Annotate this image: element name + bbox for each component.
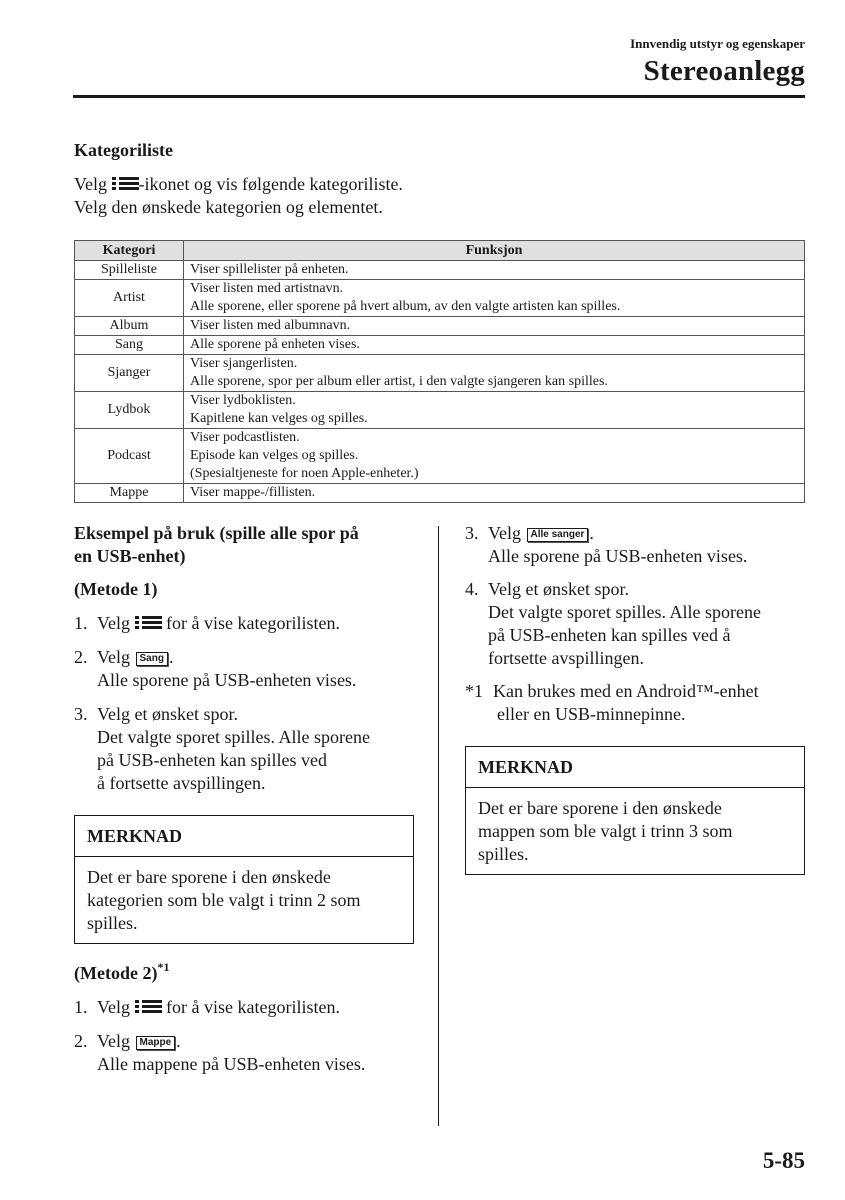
method2-step-3 bbox=[465, 522, 810, 568]
method1-heading: (Metode 1) bbox=[74, 579, 158, 599]
function-cell bbox=[184, 280, 805, 317]
step-text-pre: Velg bbox=[97, 613, 130, 633]
left-column bbox=[74, 522, 414, 1076]
footnote-line: Kan brukes med en Android™-enhet bbox=[493, 681, 759, 701]
footnote-mark: *1 bbox=[465, 681, 483, 701]
table-row bbox=[75, 484, 805, 503]
table-row bbox=[75, 261, 805, 280]
note-body bbox=[75, 857, 413, 943]
list-menu-icon bbox=[135, 1000, 162, 1014]
mappe-button[interactable]: Mappe bbox=[136, 1036, 176, 1050]
chapter-title: Stereoanlegg bbox=[643, 55, 805, 87]
step-text-line: Velg et ønsket spor. bbox=[97, 704, 238, 724]
category-cell: Podcast bbox=[75, 429, 184, 484]
function-cell bbox=[184, 317, 805, 336]
example-heading-line-2: en USB-enhet) bbox=[74, 546, 186, 566]
note-title: MERKNAD bbox=[466, 747, 804, 788]
function-line: Alle sporene på enheten vises. bbox=[190, 337, 360, 352]
step-number: 3. bbox=[465, 523, 479, 543]
table-row bbox=[75, 429, 805, 484]
note-title: MERKNAD bbox=[75, 816, 413, 857]
page-number: 5-85 bbox=[762, 1148, 805, 1173]
function-cell bbox=[184, 355, 805, 392]
step-text-post: . bbox=[176, 1031, 181, 1051]
method1-step-1 bbox=[74, 612, 414, 635]
category-cell: Mappe bbox=[75, 484, 184, 503]
section-label: Innvendig utstyr og egenskaper bbox=[630, 36, 805, 51]
alle-sanger-button[interactable]: Alle sanger bbox=[527, 528, 589, 542]
header-rule bbox=[73, 95, 805, 98]
step-text-pre: Velg bbox=[97, 997, 130, 1017]
step-number: 3. bbox=[74, 704, 88, 724]
method1-step-2 bbox=[74, 646, 414, 692]
category-table bbox=[74, 240, 805, 503]
step-text-line: fortsette avspillingen. bbox=[488, 648, 644, 668]
table-row bbox=[75, 355, 805, 392]
function-cell bbox=[184, 392, 805, 429]
step-number: 2. bbox=[74, 647, 88, 667]
intro-line-1 bbox=[74, 173, 403, 196]
method2-heading-text: (Metode 2) bbox=[74, 963, 158, 983]
method2-heading bbox=[74, 962, 414, 985]
method2-step-2 bbox=[74, 1030, 414, 1076]
function-cell bbox=[184, 484, 805, 503]
function-line: Alle sporene, eller sporene på hvert album, av den valgte artisten kan spilles. bbox=[190, 299, 621, 314]
right-column bbox=[465, 522, 810, 875]
table-row bbox=[75, 317, 805, 336]
category-cell: Sang bbox=[75, 336, 184, 355]
category-cell: Spilleliste bbox=[75, 261, 184, 280]
kategoriliste-heading: Kategoriliste bbox=[74, 140, 173, 160]
step-text-post: . bbox=[168, 647, 174, 667]
step-text-pre: Velg bbox=[488, 523, 521, 543]
step-text-pre: Velg bbox=[97, 1031, 130, 1051]
footnote-line: eller en USB-minnepinne. bbox=[497, 704, 686, 724]
column-header-category: Kategori bbox=[75, 241, 184, 261]
note-line: Det er bare sporene i den ønskede bbox=[87, 867, 331, 887]
step-text-line: Alle sporene på USB-enheten vises. bbox=[488, 546, 748, 566]
step-text-line: på USB-enheten kan spilles ved å bbox=[488, 625, 731, 645]
category-cell: Lydbok bbox=[75, 392, 184, 429]
intro-line-1-post: -ikonet og vis følgende kategoriliste. bbox=[138, 174, 403, 194]
sang-button[interactable]: Sang bbox=[136, 652, 168, 666]
footnote-mark: *1 bbox=[157, 960, 170, 974]
step-text-line: Velg et ønsket spor. bbox=[488, 579, 629, 599]
table-row bbox=[75, 392, 805, 429]
step-text-line: Det valgte sporet spilles. Alle sporene bbox=[488, 602, 761, 622]
step-number: 2. bbox=[74, 1031, 88, 1051]
step-text-pre: Velg bbox=[97, 647, 130, 667]
function-cell bbox=[184, 429, 805, 484]
step-text-post: for å vise kategorilisten. bbox=[166, 613, 340, 633]
intro-line-2: Velg den ønskede kategorien og elementet. bbox=[74, 197, 383, 217]
footnote bbox=[465, 680, 810, 726]
step-text-line: Alle sporene på USB-enheten vises. bbox=[97, 670, 357, 690]
note-box-2 bbox=[465, 746, 805, 875]
method1-step-3 bbox=[74, 703, 414, 795]
step-text-line: Det valgte sporet spilles. Alle sporene bbox=[97, 727, 370, 747]
table-row bbox=[75, 280, 805, 317]
column-divider bbox=[438, 526, 439, 1126]
function-line: Viser listen med albumnavn. bbox=[190, 318, 351, 333]
category-cell: Sjanger bbox=[75, 355, 184, 392]
note-line: kategorien som ble valgt i trinn 2 som bbox=[87, 890, 361, 910]
kategoriliste-intro bbox=[74, 173, 403, 219]
step-number: 1. bbox=[74, 997, 88, 1017]
function-line: Viser sjangerlisten. bbox=[190, 356, 298, 371]
category-cell: Album bbox=[75, 317, 184, 336]
note-body bbox=[466, 788, 804, 874]
list-menu-icon bbox=[112, 177, 139, 191]
note-line: spilles. bbox=[87, 913, 138, 933]
category-cell: Artist bbox=[75, 280, 184, 317]
note-box-1 bbox=[74, 815, 414, 944]
table-header-row bbox=[75, 241, 805, 261]
function-cell bbox=[184, 336, 805, 355]
step-number: 4. bbox=[465, 579, 479, 599]
step-text-post: for å vise kategorilisten. bbox=[166, 997, 340, 1017]
method2-step-4 bbox=[465, 578, 810, 670]
function-cell bbox=[184, 261, 805, 280]
function-line: Episode kan velges og spilles. bbox=[190, 448, 359, 463]
step-text-line: Alle mappene på USB-enheten vises. bbox=[97, 1054, 366, 1074]
function-line: Viser spillelister på enheten. bbox=[190, 262, 349, 277]
table-row bbox=[75, 336, 805, 355]
function-line: Viser mappe-/fillisten. bbox=[190, 485, 316, 500]
function-line: Viser listen med artistnavn. bbox=[190, 281, 344, 296]
function-line: Viser lydboklisten. bbox=[190, 393, 296, 408]
note-line: spilles. bbox=[478, 844, 529, 864]
function-line: Alle sporene, spor per album eller artist, i den valgte sjangeren kan spilles. bbox=[190, 374, 608, 389]
step-text-post: . bbox=[589, 523, 594, 543]
column-header-function: Funksjon bbox=[184, 241, 805, 261]
intro-line-1-pre: Velg bbox=[74, 174, 107, 194]
note-line: mappen som ble valgt i trinn 3 som bbox=[478, 821, 733, 841]
example-heading bbox=[74, 522, 414, 568]
example-heading-line-1: Eksempel på bruk (spille alle spor på bbox=[74, 523, 359, 543]
function-line: (Spesialtjeneste for noen Apple-enheter.) bbox=[190, 466, 419, 481]
function-line: Kapitlene kan velges og spilles. bbox=[190, 411, 368, 426]
step-text-line: på USB-enheten kan spilles ved bbox=[97, 750, 327, 770]
note-line: Det er bare sporene i den ønskede bbox=[478, 798, 722, 818]
list-menu-icon bbox=[135, 616, 162, 630]
step-text-line: å fortsette avspillingen. bbox=[97, 773, 266, 793]
function-line: Viser podcastlisten. bbox=[190, 430, 300, 445]
method2-step-1 bbox=[74, 996, 414, 1019]
step-number: 1. bbox=[74, 613, 88, 633]
